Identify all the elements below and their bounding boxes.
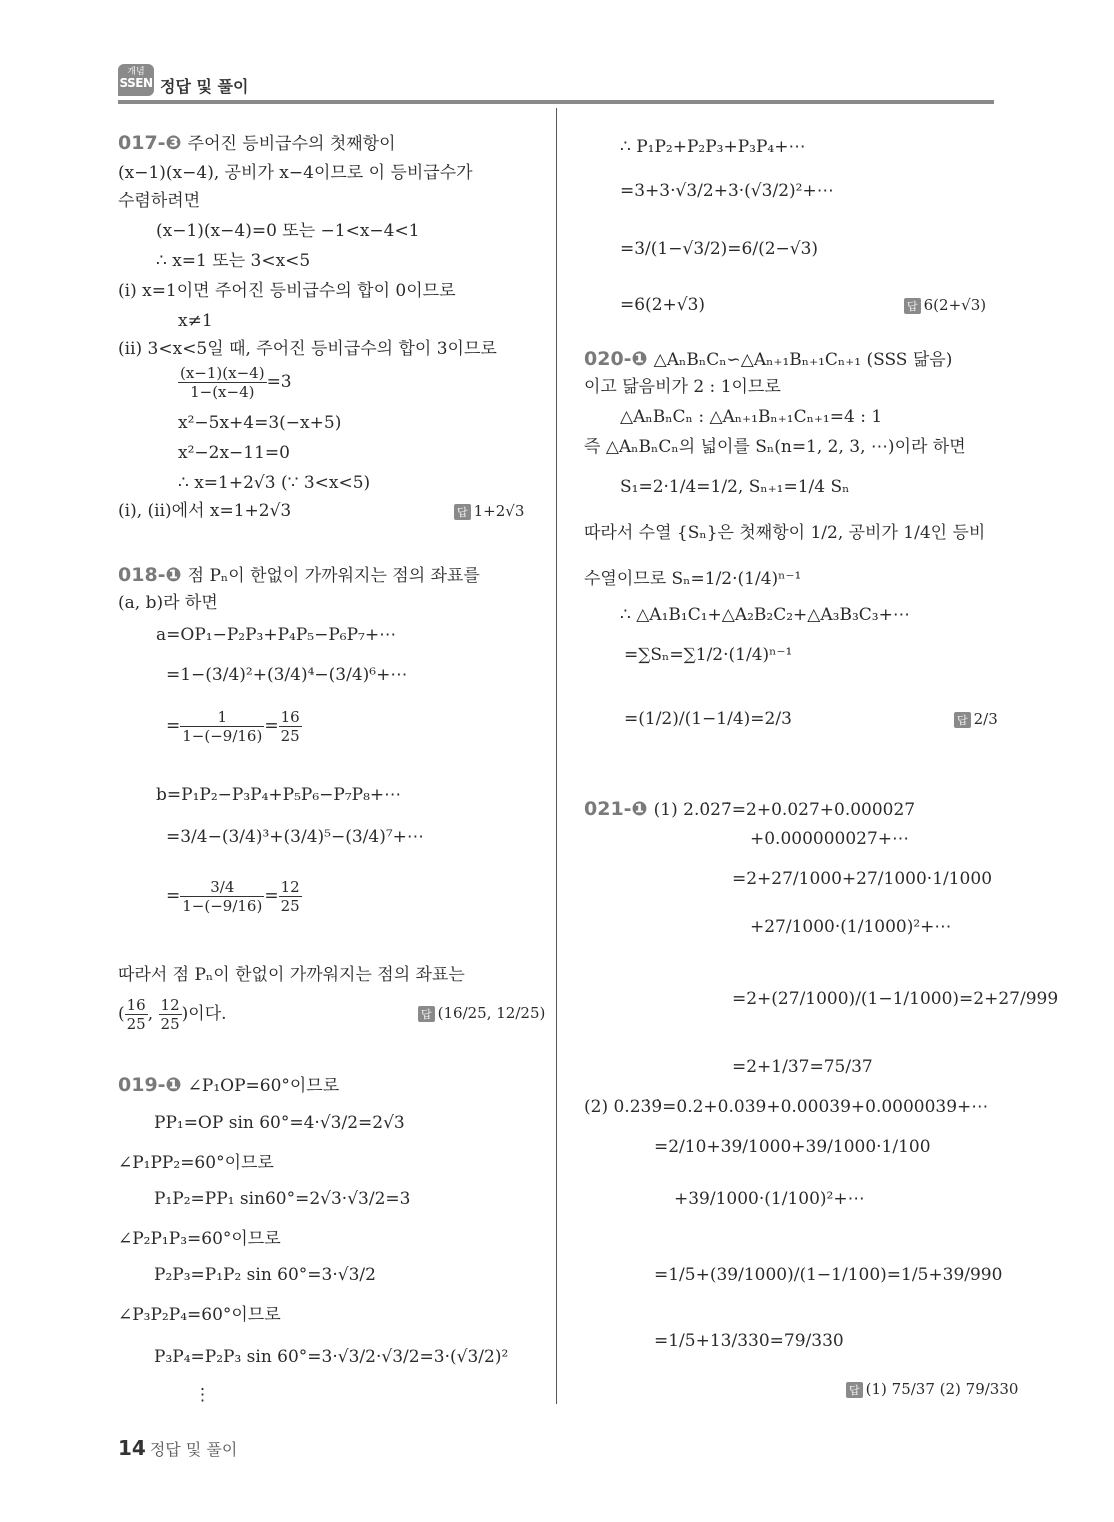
page-footer [118,1436,237,1460]
fraction: $\frac{16}{25}$ [280,708,300,745]
problem-021-id: 021-❶ [584,798,648,820]
text-line: (ⅰ), (ⅱ)에서 x=1+2√3 [118,501,292,521]
problem-018-id: 018-❶ [118,564,182,586]
text-line: 주어진 등비급수의 첫째항이 [187,134,396,154]
problem-020-heading [584,348,952,371]
answer-019: 답 6(2+√3) [904,296,986,314]
text-line: =∑Sₙ=∑1/2·(1/4)ⁿ⁻¹ [624,645,793,665]
text-line: ∠P₁PP₂=60°이므로 [118,1153,274,1173]
text-line: =3/4−(3/4)³+(3/4)⁵−(3/4)⁷+⋯ [166,827,424,847]
page-number: 14 [118,1436,146,1460]
text-line: b=P₁P₂−P₃P₄+P₅P₆−P₇P₈+⋯ [156,785,402,805]
text-line: P₂P₃=P₁P₂ sin 60°=3·√3/2 [154,1265,376,1285]
text-line: (x−1)(x−4), 공비가 x−4이므로 이 등비급수가 [118,163,473,183]
text-line: 따라서 수열 {Sₙ}은 첫째항이 1/2, 공비가 1/4인 등비 [584,523,986,543]
footer-label: 정답 및 풀이 [149,1440,238,1459]
text-line: =1−(3/4)²+(3/4)⁴−(3/4)⁶+⋯ [166,665,408,685]
header-title: 정답 및 풀이 [160,77,249,96]
problem-020-id: 020-❶ [584,348,648,370]
text-line: 즉 △AₙBₙCₙ의 넓이를 Sₙ(n=1, 2, 3, ⋯)이라 하면 [584,437,966,457]
text-line: (ⅱ) 3<x<5일 때, 주어진 등비급수의 합이 3이므로 [118,339,497,359]
text-line: △AₙBₙCₙ∽△Aₙ₊₁Bₙ₊₁Cₙ₊₁ (SSS 닮음) [653,350,953,370]
text-line: ∴ x=1 또는 3<x<5 [156,251,311,271]
text-line: =1/5+13/330=79/330 [654,1331,844,1351]
text-line: x²−5x+4=3(−x+5) [178,413,342,433]
text-line: =3+3·√3/2+3·(√3/2)²+⋯ [620,181,834,201]
text-line: ∠P₃P₂P₄=60°이므로 [118,1305,281,1325]
text-line: (x−1)(x−4)=0 또는 −1<x−4<1 [156,221,420,241]
text-line: =6(2+√3) [620,295,706,315]
text-line: 이고 닮음비가 2 : 1이므로 [584,377,781,397]
text-line: ∴ △A₁B₁C₁+△A₂B₂C₂+△A₃B₃C₃+⋯ [620,605,910,625]
text-line: P₃P₄=P₂P₃ sin 60°=3·√3/2·√3/2=3·(√3/2)² [154,1347,509,1367]
fraction: $\frac{1}{1-(-9/16)}$ [182,708,263,745]
text-line: =2+1/37=75/37 [732,1057,873,1077]
text-line: PP₁=OP sin 60°=4·√3/2=2√3 [154,1113,405,1133]
text-line: +39/1000·(1/100)²+⋯ [674,1189,865,1209]
text-line: =2/10+39/1000+39/1000·1/100 [654,1137,931,1157]
text-line: 수렴하려면 [118,191,201,211]
problem-019-id: 019-❶ [118,1074,182,1096]
coordinate-line: ( $\frac{16}{25}$ , $\frac{12}{25}$ )이다. [118,996,227,1033]
text-line: ∠P₂P₁P₃=60°이므로 [118,1229,281,1249]
fraction: $\frac{3/4}{1-(-9/16)}$ [182,878,263,915]
text-line: P₁P₂=PP₁ sin60°=2√3·√3/2=3 [154,1189,411,1209]
text-line: =(1/2)/(1−1/4)=2/3 [624,709,792,729]
text-line: ⋮ [194,1385,211,1405]
text-line: ∴ P₁P₂+P₂P₃+P₃P₄+⋯ [620,137,806,157]
text-line: (2) 0.23̇9̇=0.2+0.039+0.00039+0.0000039+⋯ [584,1097,989,1117]
problem-018-heading [118,564,480,587]
text-line: =1/5+(39/1000)/(1−1/100)=1/5+39/990 [654,1265,1003,1285]
fraction-line: = $\frac{3/4}{1-(-9/16)}$ = $\frac{12}{25}$ [166,878,300,915]
fraction-line: = $\frac{1}{1-(-9/16)}$ = $\frac{16}{25}$ [166,708,300,745]
header-rule [118,100,994,104]
answer-020: 답 2/3 [954,710,998,728]
text-line: =2+(27/1000)/(1−1/1000)=2+27/999 [732,989,1059,1009]
text-line: =3/(1−√3/2)=6/(2−√3) [620,239,819,259]
text-line: +0.000000027+⋯ [750,829,910,849]
text-line: (a, b)라 하면 [118,593,218,613]
text-line: ∴ x=1+2√3 (∵ 3<x<5) [178,473,371,493]
fraction: $\frac{12}{25}$ [160,996,180,1033]
text-line: 점 Pₙ이 한없이 가까워지는 점의 좌표를 [187,566,480,586]
answer-021: 답 (1) 75/37 (2) 79/330 [846,1380,1018,1398]
text-line: ∠P₁OP=60°이므로 [187,1076,340,1096]
text-line: 수열이므로 Sₙ=1/2·(1/4)ⁿ⁻¹ [584,569,802,589]
problem-019-heading [118,1074,339,1097]
answer-017: 답 1+2√3 [454,502,524,520]
fraction: $\frac{(x-1)(x-4)}{1-(x-4)}$ [180,364,265,401]
text-line: a=OP₁−P₂P₃+P₄P₅−P₆P₇+⋯ [156,625,397,645]
text-line: △AₙBₙCₙ : △Aₙ₊₁Bₙ₊₁Cₙ₊₁=4 : 1 [620,407,883,427]
fraction: $\frac{12}{25}$ [280,878,300,915]
text-line: =2+27/1000+27/1000·1/1000 [732,869,993,889]
text-line: 따라서 점 Pₙ이 한없이 가까워지는 점의 좌표는 [118,965,465,985]
text-line: +27/1000·(1/1000)²+⋯ [750,917,952,937]
problem-017-heading [118,132,396,155]
answer-018: 답 (16/25, 12/25) [418,1004,545,1022]
column-divider [556,108,557,1404]
text-line: x²−2x−11=0 [178,443,290,463]
header-logo: 개념 SSEN [118,64,154,96]
fraction: $\frac{16}{25}$ [126,996,146,1033]
text-line: (ⅰ) x=1이면 주어진 등비급수의 합이 0이므로 [118,281,456,301]
problem-017-id: 017-❸ [118,132,182,154]
text-line: (1) 2.0̇27̇=2+0.027+0.000027 [653,800,916,820]
problem-021-heading [584,798,915,821]
text-line: x≠1 [178,311,213,331]
fraction-line: $\frac{(x-1)(x-4)}{1-(x-4)}$ =3 [180,364,292,401]
text-line: S₁=2·1/4=1/2, Sₙ₊₁=1/4 Sₙ [620,477,850,497]
